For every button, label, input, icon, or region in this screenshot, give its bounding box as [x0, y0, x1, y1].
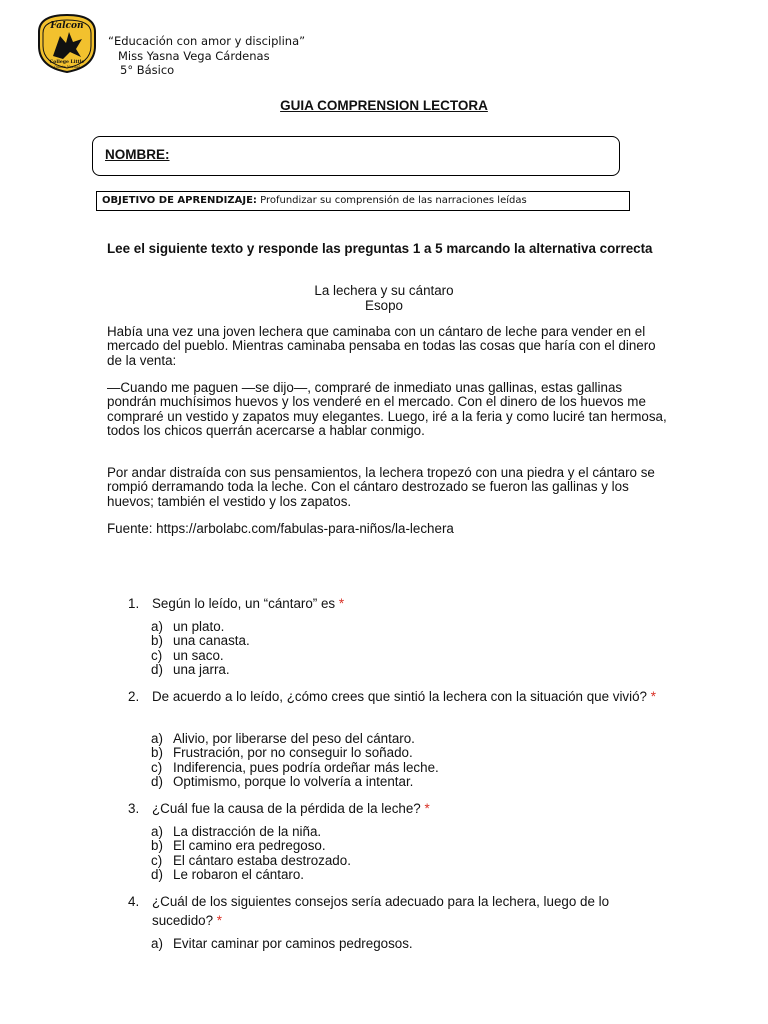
option-letter: b) [151, 633, 163, 649]
option-text: un saco. [173, 647, 224, 663]
option[interactable] [151, 775, 671, 789]
option-list [151, 620, 671, 677]
option-text: La distracción de la niña. [173, 824, 322, 839]
logo-sub-text: Quinta Normal [54, 65, 80, 69]
page-title: GUIA COMPRENSION LECTORA [280, 98, 488, 113]
option-letter: a) [151, 936, 163, 951]
question-text: Según lo leído, un “cántaro” es [152, 596, 336, 611]
question [128, 594, 673, 613]
option-letter: d) [151, 773, 163, 789]
objective-box [96, 191, 630, 211]
option[interactable] [151, 868, 671, 882]
objective-text: Profundizar su comprensión de las narraciones leídas [260, 195, 527, 206]
option-letter: a) [151, 824, 163, 839]
required-mark: * [338, 596, 345, 611]
story-title: La lechera y su cántaro [314, 283, 454, 298]
option-list [151, 825, 671, 882]
school-header [108, 34, 305, 78]
school-motto: “Educación con amor y disciplina” [108, 34, 306, 48]
required-mark: * [650, 689, 656, 704]
question-text: ¿Cuál de los siguientes consejos sería adecuado para la lechera, luego de lo sucedido? [152, 894, 610, 928]
option[interactable] [151, 746, 671, 760]
grade-label: 5° Básico [120, 63, 175, 77]
question [128, 799, 673, 818]
question-number: 1. [128, 596, 140, 611]
option-list [151, 937, 671, 951]
option-list [151, 732, 671, 789]
name-field[interactable] [92, 136, 620, 176]
logo-bottom-text: College Little [49, 60, 85, 65]
option[interactable] [151, 732, 671, 746]
option[interactable] [151, 634, 671, 648]
question-number: 3. [128, 801, 140, 816]
question-text: De acuerdo a lo leído, ¿cómo crees que sintió la lechera con la situación que vivió? [152, 689, 647, 704]
option[interactable] [151, 839, 671, 853]
option-letter: d) [151, 661, 163, 677]
question [128, 892, 673, 930]
story-heading [0, 283, 768, 313]
option[interactable] [151, 620, 671, 634]
option-text: una canasta. [173, 633, 250, 649]
school-logo [36, 12, 98, 74]
option-text: El camino era pedregoso. [173, 838, 326, 854]
question-number: 2. [128, 689, 140, 704]
option-letter: a) [151, 619, 163, 634]
option-text: El cántaro estaba destrozado. [173, 852, 351, 868]
option-text: Evitar caminar por caminos pedregosos. [173, 936, 413, 951]
option-letter: c) [151, 759, 163, 775]
name-field-label: NOMBRE: [105, 147, 170, 162]
option-text: un plato. [173, 619, 225, 634]
option[interactable] [151, 663, 671, 677]
logo-top-text: Falcon [50, 21, 84, 31]
option-text: Indiferencia, pues podría ordeñar más leche. [173, 759, 439, 775]
option-letter: b) [151, 745, 163, 761]
option-text: Le robaron el cántaro. [173, 866, 305, 882]
option-letter: d) [151, 866, 163, 882]
question-text: ¿Cuál fue la causa de la pérdida de la leche? [152, 801, 421, 816]
option-letter: b) [151, 838, 163, 854]
story-author: Esopo [365, 298, 403, 313]
option-text: Alivio, por liberarse del peso del cántaro. [173, 731, 415, 746]
option-letter: c) [151, 647, 163, 663]
option[interactable] [151, 761, 671, 775]
option-text: una jarra. [173, 661, 230, 677]
teacher-name: Miss Yasna Vega Cárdenas [118, 48, 270, 63]
question [128, 687, 673, 706]
option-letter: a) [151, 731, 163, 746]
option-letter: c) [151, 852, 163, 868]
instructions: Lee el siguiente texto y responde las preguntas 1 a 5 marcando la alternativa correcta [107, 241, 653, 256]
option[interactable] [151, 649, 671, 663]
story-paragraph: Por andar distraída con sus pensamientos, la lechera tropezó con una piedra y el cántaro se rompió derramando toda la leche. Con el cántaro destrozado se fueron las gallinas y los huevos; también el vestido y los zapatos. [107, 465, 655, 509]
option-text: Frustración, por no conseguir lo soñado. [173, 745, 413, 761]
option[interactable] [151, 854, 671, 868]
objective-label: OBJETIVO DE APRENDIZAJE: [102, 195, 257, 206]
story-paragraph: —Cuando me paguen —se dijo—, compraré de inmediato unas gallinas, estas gallinas pondrán muchísimos huevos y los venderé en el mercado. Con el dinero de los huevos me compraré un vestido y zapatos muy elegantes. Luego, iré a la feria y como luciré tan hermosa, todos los chicos querrán acercarse a hablar conmigo. [107, 380, 667, 438]
option[interactable] [151, 825, 671, 839]
option[interactable] [151, 937, 671, 951]
option-text: Optimismo, porque lo volvería a intentar. [173, 773, 414, 789]
required-mark: * [424, 801, 430, 816]
story-paragraph: Había una vez una joven lechera que caminaba con un cántaro de leche para vender en el mercado del pueblo. Mientras caminaba pensaba en todas las cosas que haría con el dinero de la venta: [107, 324, 656, 368]
required-mark: * [216, 913, 223, 928]
question-number: 4. [128, 894, 140, 909]
story-source: Fuente: https://arbolabc.com/fabulas-para-niños/la-lechera [107, 521, 454, 536]
